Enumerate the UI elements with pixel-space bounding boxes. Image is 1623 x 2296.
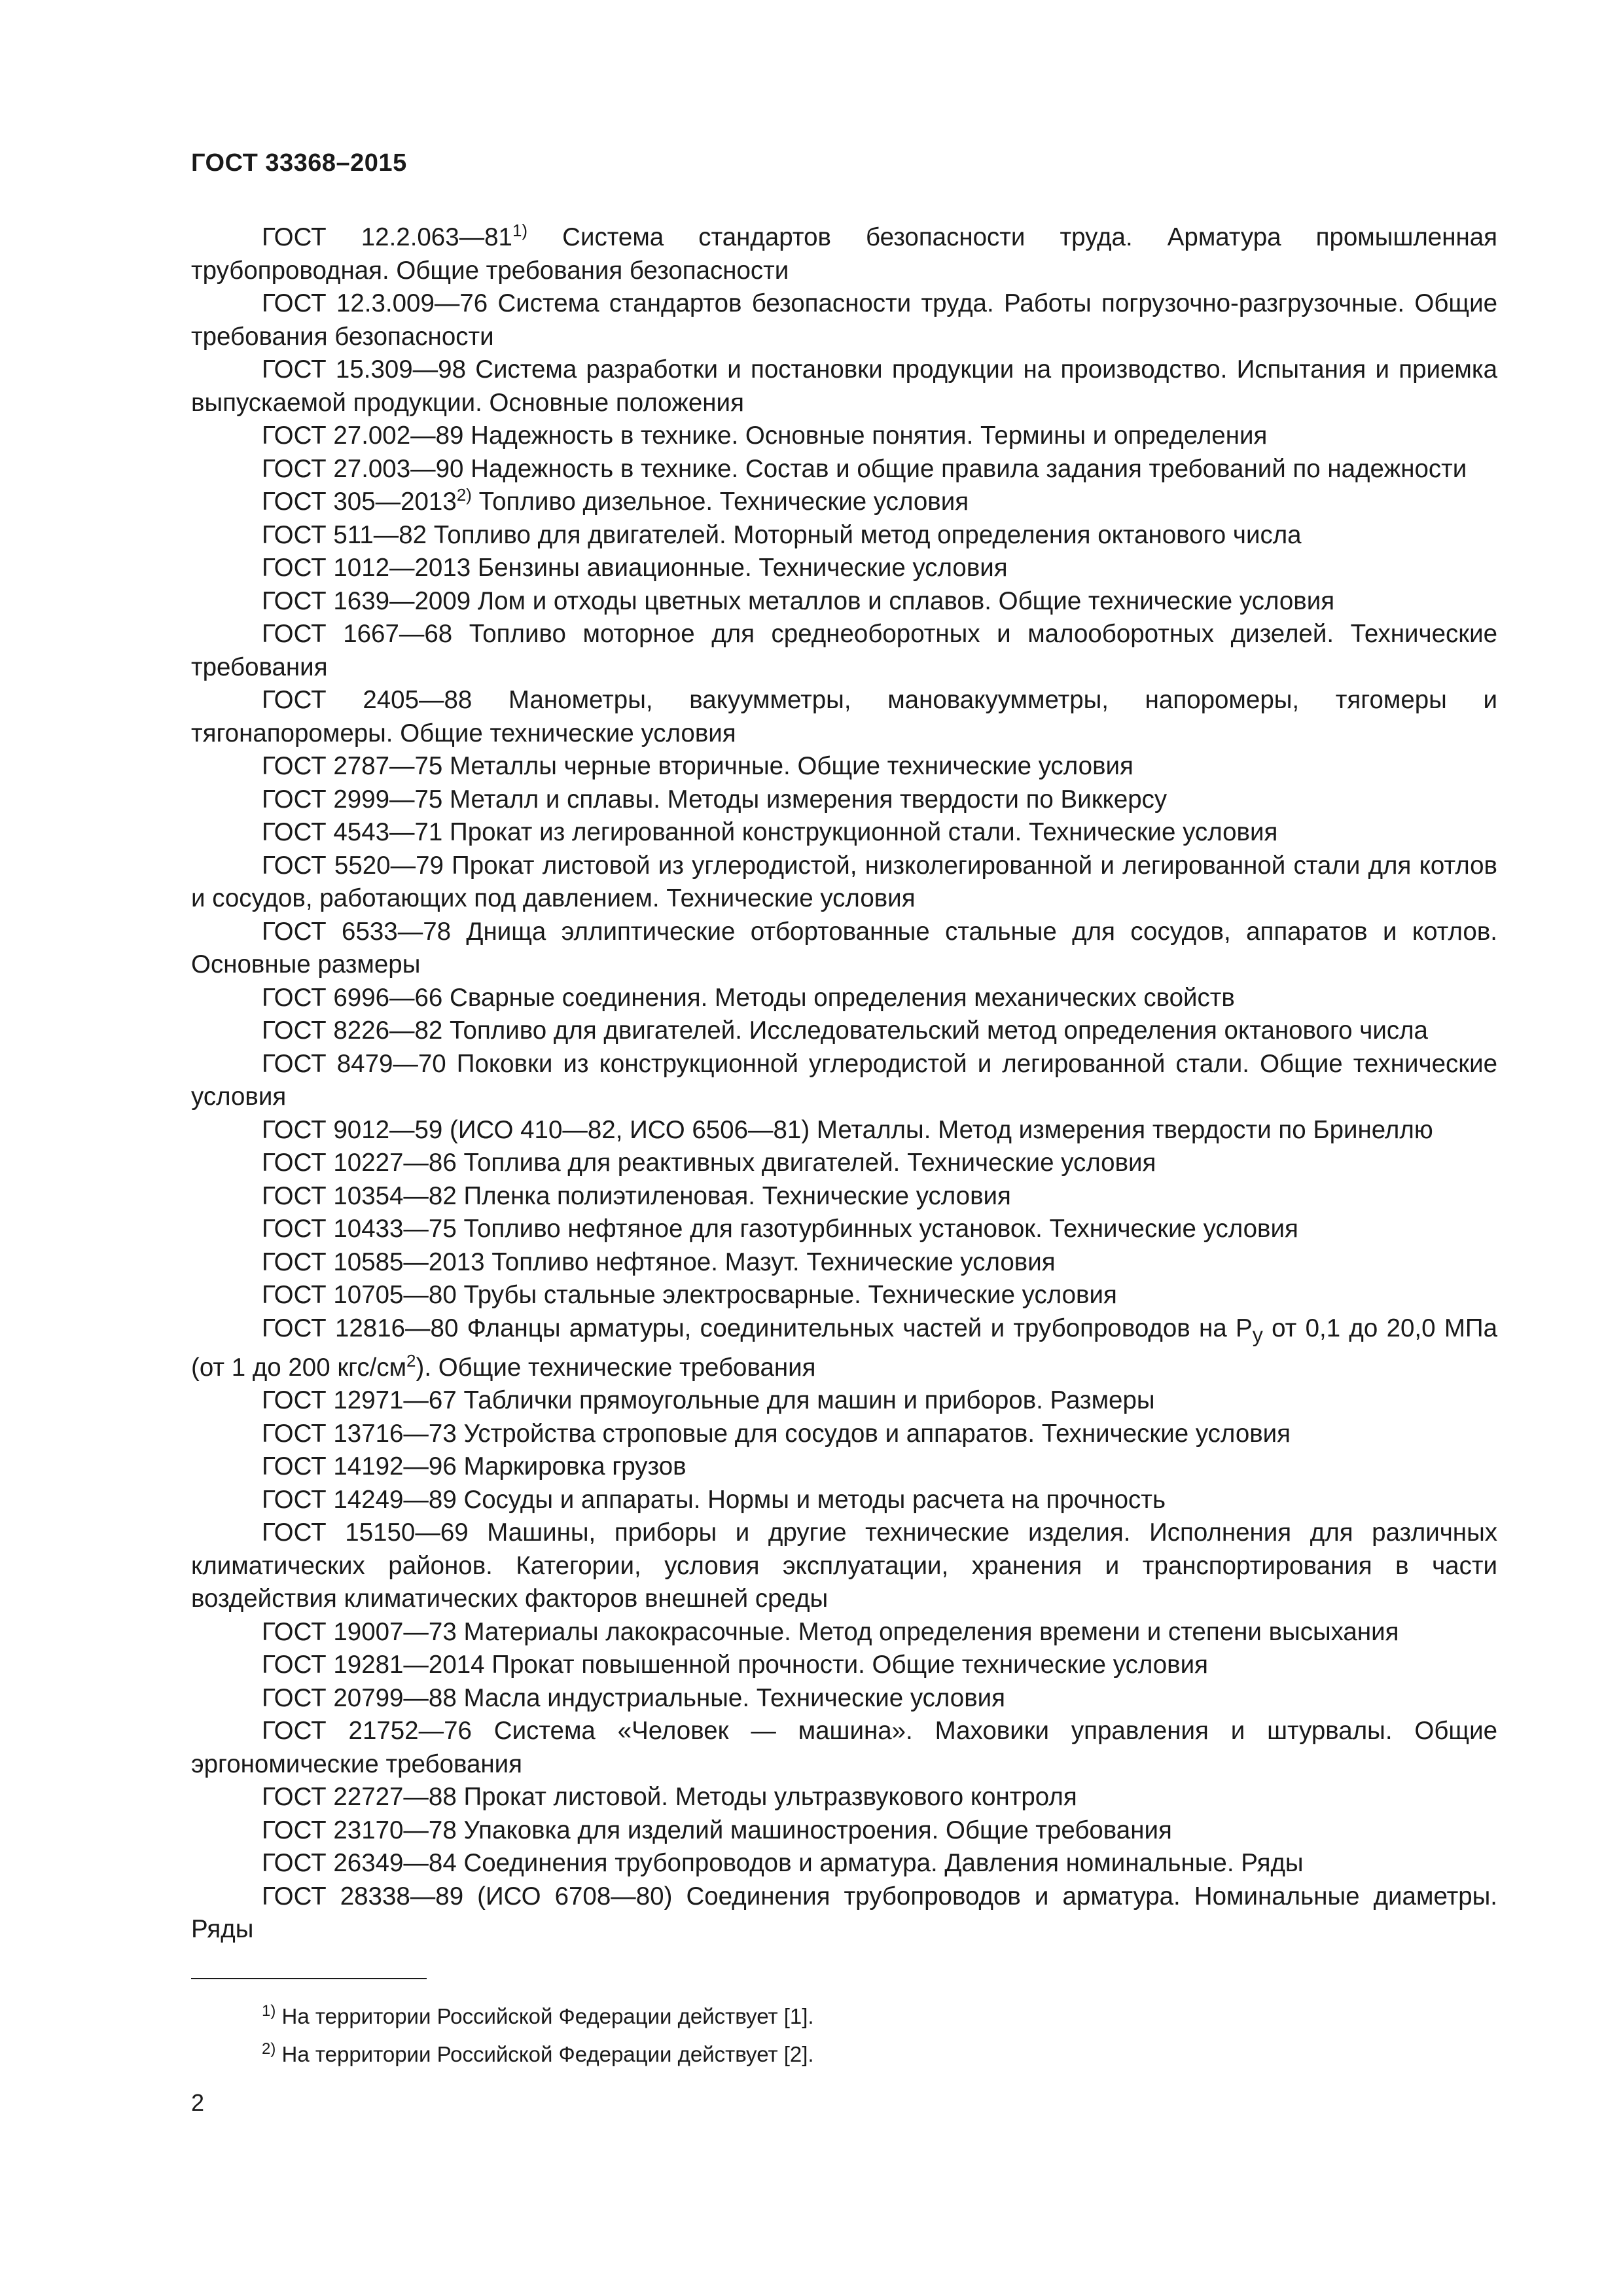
reference-item bbox=[191, 750, 1497, 783]
footnote-mark: 2) bbox=[262, 2040, 276, 2058]
reference-item bbox=[191, 1014, 1497, 1048]
reference-item bbox=[191, 1450, 1497, 1484]
reference-pre: ГОСТ 28338—89 (ИСО 6708—80) Соединения трубопроводов и арматура. Номинальные диаметры. Ряды bbox=[191, 1882, 1497, 1944]
reference-item bbox=[191, 982, 1497, 1015]
reference-item bbox=[191, 1114, 1497, 1147]
reference-pre: ГОСТ 2787—75 Металлы черные вторичные. Общие технические условия bbox=[262, 752, 1133, 780]
reference-item bbox=[191, 1213, 1497, 1246]
reference-item bbox=[191, 1682, 1497, 1715]
page-number: 2 bbox=[191, 2089, 205, 2116]
reference-pre: ГОСТ 22727—88 Прокат листовой. Методы ультразвукового контроля bbox=[262, 1783, 1077, 1812]
reference-pre: ГОСТ 1012—2013 Бензины авиационные. Технические условия bbox=[262, 554, 1008, 582]
reference-post: Система стандартов безопасности труда. Арматура промышленная трубопроводная. Общие требования безопасности bbox=[191, 223, 1497, 285]
reference-item bbox=[191, 486, 1497, 519]
reference-post: Топливо дизельное. Технические условия bbox=[471, 488, 969, 516]
reference-pre: ГОСТ 10227—86 Топлива для реактивных двигателей. Технические условия bbox=[262, 1149, 1156, 1177]
reference-item bbox=[191, 1418, 1497, 1451]
reference-item bbox=[191, 1847, 1497, 1880]
footnote-mark: 1) bbox=[262, 2002, 276, 2020]
reference-pre: ГОСТ 2405—88 Манометры, вакуумметры, мановакуумметры, напоромеры, тягомеры и тягонапоромеры. Общие технические условия bbox=[191, 686, 1497, 747]
reference-item bbox=[191, 552, 1497, 585]
reference-pre: ГОСТ 8479—70 Поковки из конструкционной углеродистой и легированной стали. Общие технические условия bbox=[191, 1049, 1497, 1111]
reference-item bbox=[191, 1516, 1497, 1616]
reference-pre: ГОСТ 511—82 Топливо для двигателей. Моторный метод определения октанового числа bbox=[262, 520, 1302, 549]
reference-pre: ГОСТ 2999—75 Металл и сплавы. Методы измерения твердости по Виккерсу bbox=[262, 785, 1168, 814]
reference-pre: ГОСТ 19281—2014 Прокат повышенной прочности. Общие технические условия bbox=[262, 1651, 1208, 1679]
reference-item bbox=[191, 850, 1497, 916]
footnotes bbox=[262, 1998, 814, 2073]
reference-item bbox=[191, 1649, 1497, 1682]
reference-pre: ГОСТ 4543—71 Прокат из легированной конструкционной стали. Технические условия bbox=[262, 818, 1278, 846]
reference-mid: от 0,1 до 20,0 МПа (от 1 до 200 кгс/см bbox=[191, 1314, 1498, 1382]
reference-pre: ГОСТ 15.309—98 Система разработки и постановки продукции на производство. Испытания и приемка выпускаемой продукции. Основные положения bbox=[191, 355, 1497, 417]
reference-pre: ГОСТ 27.002—89 Надежность в технике. Основные понятия. Термины и определения bbox=[262, 422, 1268, 450]
reference-item bbox=[191, 916, 1497, 982]
reference-pre: ГОСТ 15150—69 Машины, приборы и другие технические изделия. Исполнения для различных климатических районов. Категории, условия эксплуатации, хранения и транспортирования в части воздействия климатических факторов внешней среды bbox=[191, 1518, 1497, 1613]
reference-item bbox=[191, 1715, 1497, 1781]
reference-post: ). Общие технические требования bbox=[416, 1353, 816, 1382]
reference-pre: ГОСТ 14192—96 Маркировка грузов bbox=[262, 1452, 687, 1481]
reference-pre: ГОСТ 21752—76 Система «Человек — машина». Маховики управления и штурвалы. Общие эргономические требования bbox=[191, 1717, 1497, 1778]
reference-item bbox=[191, 618, 1497, 684]
reference-sub: у bbox=[1252, 1323, 1263, 1347]
reference-item bbox=[191, 221, 1497, 287]
reference-pre: ГОСТ 8226—82 Топливо для двигателей. Исследовательский метод определения октанового числа bbox=[262, 1016, 1428, 1045]
reference-pre: ГОСТ 23170—78 Упаковка для изделий машиностроения. Общие требования bbox=[262, 1816, 1172, 1844]
footnote-text: На территории Российской Федерации действует [2]. bbox=[276, 2042, 814, 2066]
reference-item bbox=[191, 1880, 1497, 1946]
reference-pre: ГОСТ 6533—78 Днища эллиптические отбортованные стальные для сосудов, аппаратов и котлов. Основные размеры bbox=[191, 917, 1497, 978]
reference-pre: ГОСТ 10354—82 Пленка полиэтиленовая. Технические условия bbox=[262, 1181, 1011, 1210]
reference-pre: ГОСТ 12.2.063—81 bbox=[262, 223, 512, 251]
reference-sup: 2 bbox=[406, 1350, 416, 1371]
document-header: ГОСТ 33368–2015 bbox=[191, 149, 407, 177]
reference-item bbox=[191, 1279, 1497, 1312]
reference-pre: ГОСТ 5520—79 Прокат листовой из углеродистой, низколегированной и легированной стали для котлов и сосудов, работающих под давлением. Технические условия bbox=[191, 851, 1497, 912]
reference-pre: ГОСТ 305—2013 bbox=[262, 488, 457, 516]
reference-sup: 2) bbox=[456, 485, 472, 505]
reference-item bbox=[191, 585, 1497, 619]
reference-item bbox=[191, 684, 1497, 750]
reference-item bbox=[191, 1180, 1497, 1213]
normative-references bbox=[191, 221, 1497, 1946]
reference-item bbox=[191, 783, 1497, 817]
footnote-divider bbox=[191, 1978, 427, 1979]
reference-pre: ГОСТ 14249—89 Сосуды и аппараты. Нормы и методы расчета на прочность bbox=[262, 1485, 1166, 1514]
reference-item bbox=[191, 1312, 1497, 1385]
reference-pre: ГОСТ 26349—84 Соединения трубопроводов и арматура. Давления номинальные. Ряды bbox=[262, 1849, 1304, 1878]
reference-item bbox=[191, 420, 1497, 453]
reference-pre: ГОСТ 19007—73 Материалы лакокрасочные. Метод определения времени и степени высыхания bbox=[262, 1617, 1399, 1646]
reference-item bbox=[191, 1147, 1497, 1180]
reference-pre: ГОСТ 10433—75 Топливо нефтяное для газотурбинных установок. Технические условия bbox=[262, 1215, 1298, 1243]
reference-pre: ГОСТ 20799—88 Масла индустриальные. Технические условия bbox=[262, 1683, 1006, 1712]
reference-pre: ГОСТ 10705—80 Трубы стальные электросварные. Технические условия bbox=[262, 1281, 1117, 1309]
reference-pre: ГОСТ 10585—2013 Топливо нефтяное. Мазут. Технические условия bbox=[262, 1247, 1056, 1276]
reference-sup: 1) bbox=[512, 221, 528, 240]
reference-item bbox=[191, 816, 1497, 850]
reference-item bbox=[191, 287, 1497, 353]
footnote-item bbox=[262, 2036, 814, 2073]
reference-item bbox=[191, 1484, 1497, 1517]
reference-pre: ГОСТ 27.003—90 Надежность в технике. Состав и общие правила задания требований по надежности bbox=[262, 454, 1467, 483]
reference-item bbox=[191, 1781, 1497, 1814]
reference-pre: ГОСТ 1667—68 Топливо моторное для среднеоборотных и малооборотных дизелей. Технические требования bbox=[191, 620, 1497, 681]
reference-item bbox=[191, 1246, 1497, 1280]
reference-pre: ГОСТ 1639—2009 Лом и отходы цветных металлов и сплавов. Общие технические условия bbox=[262, 586, 1335, 615]
reference-item bbox=[191, 353, 1497, 420]
reference-pre: ГОСТ 12971—67 Таблички прямоугольные для машин и приборов. Размеры bbox=[262, 1386, 1155, 1415]
reference-item bbox=[191, 453, 1497, 486]
footnote-text: На территории Российской Федерации действует [1]. bbox=[276, 2004, 814, 2028]
reference-pre: ГОСТ 6996—66 Сварные соединения. Методы определения механических свойств bbox=[262, 983, 1235, 1012]
reference-item bbox=[191, 1616, 1497, 1649]
reference-item bbox=[191, 519, 1497, 552]
reference-pre: ГОСТ 9012—59 (ИСО 410—82, ИСО 6506—81) Металлы. Метод измерения твердости по Бринеллю bbox=[262, 1115, 1433, 1144]
footnote-item bbox=[262, 1998, 814, 2036]
reference-item bbox=[191, 1814, 1497, 1848]
reference-item bbox=[191, 1048, 1497, 1114]
reference-pre: ГОСТ 13716—73 Устройства строповые для сосудов и аппаратов. Технические условия bbox=[262, 1419, 1291, 1448]
reference-pre: ГОСТ 12.3.009—76 Система стандартов безопасности труда. Работы погрузочно-разгрузочные. Общие требования безопасности bbox=[191, 289, 1497, 351]
reference-pre: ГОСТ 12816—80 Фланцы арматуры, соединительных частей и трубопроводов на P bbox=[262, 1314, 1253, 1342]
reference-item bbox=[191, 1384, 1497, 1418]
